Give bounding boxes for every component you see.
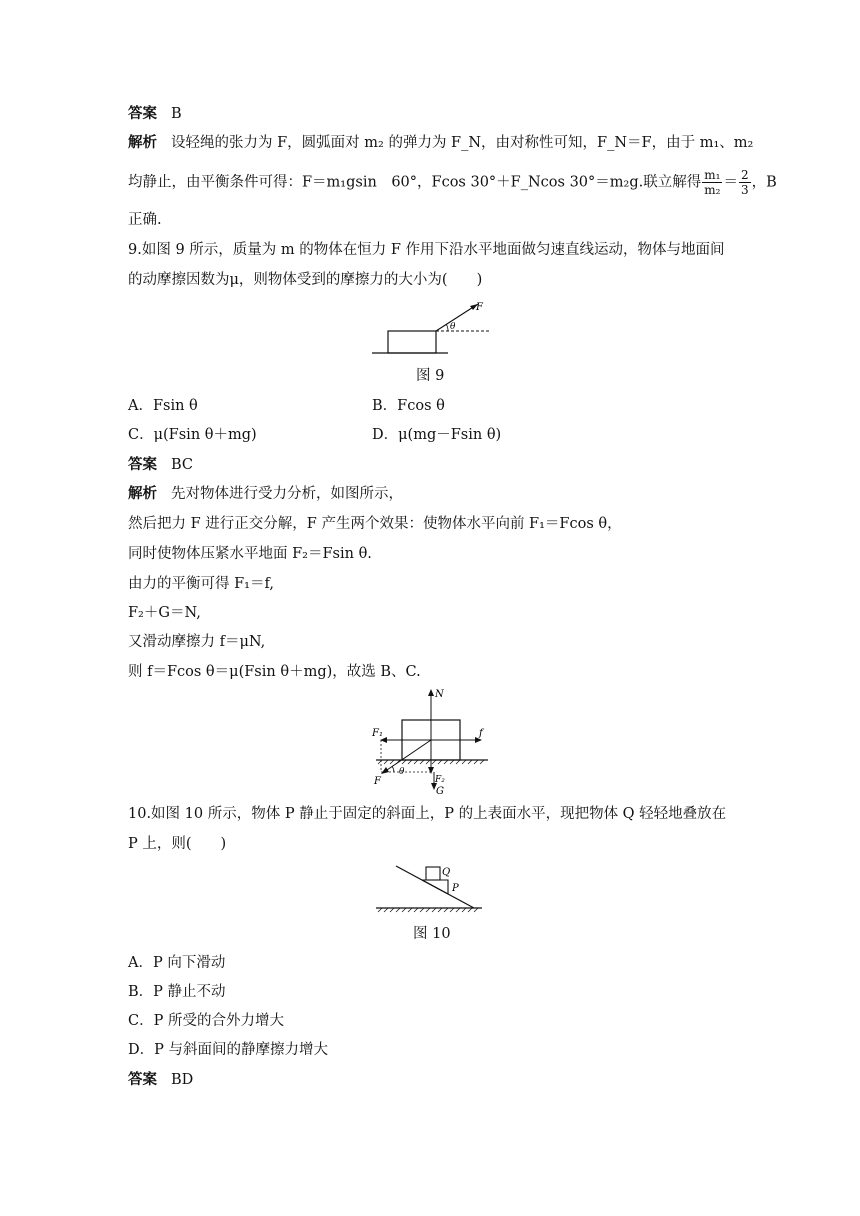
fraction-m1-m2 [702,168,722,197]
answer-value: BC [171,457,194,473]
q8-answer-line [128,104,182,124]
angle-arc [392,766,394,772]
q9-analysis-line-1 [128,484,403,504]
label-P: P [452,883,459,894]
answer-label: 答案 [128,1072,157,1088]
label-F: F [374,776,381,787]
label-F1: F₁ [372,728,383,739]
equals-sign: ＝ [723,174,738,191]
q9-analysis-line-7: 则 f＝Fcos θ＝μ(Fsin θ＋mg)，故选 B、C. [128,664,421,680]
analysis-text: 设轻绳的张力为 F，圆弧面对 m₂ 的弹力为 F_N，由对称性可知，F_N＝F，由于 m₁、m₂ [171,135,754,151]
option-A: A．Fsin θ [128,398,198,414]
q9-answer-line [128,455,193,475]
answer-value: BD [171,1072,194,1088]
option-A: A．P 向下滑动 [128,955,226,971]
fraction-numerator: m₁ [704,168,721,182]
label-N: N [435,689,444,700]
q9-analysis-line-4: 由力的平衡可得 F₁＝f, [128,576,274,592]
option-B: B．P 静止不动 [128,984,226,1000]
arrowhead-F [381,767,389,774]
figure-9-caption: 图 9 [416,368,445,384]
q9-stem-line-1: 9.如图 9 所示，质量为 m 的物体在恒力 F 作用下沿水平地面做匀速直线运动，物体与地面间 [128,242,725,258]
label-F2: F₂ [435,775,445,785]
label-G: G [436,786,444,797]
fraction-denominator: 3 [740,183,749,197]
option-B: B．Fcos θ [372,398,445,414]
fraction-numerator: 2 [740,168,749,182]
block-Q [426,867,440,880]
block-P [422,880,448,894]
arrowhead-F2 [428,767,434,774]
q10-stem-line-2: P 上，则( ) [128,836,227,852]
analysis-label: 解析 [128,135,157,151]
arrowhead-N [428,689,434,696]
label-Q: Q [442,867,451,878]
label-f: f [479,728,483,739]
q8-analysis-line-1 [128,133,753,153]
block [388,331,436,353]
q8-analysis-line-3: 正确. [128,212,162,228]
angle-arc [446,324,448,331]
figure-10 [370,860,490,916]
option-C: C．P 所受的合外力增大 [128,1013,284,1029]
answer-label: 答案 [128,457,157,473]
figure-10-caption: 图 10 [413,926,451,942]
q9-analysis-line-3: 同时使物体压紧水平地面 F₂＝Fsin θ. [128,546,372,562]
label-theta: θ [450,322,456,332]
q8-analysis-line-2 [128,168,777,197]
option-D: D．P 与斜面间的静摩擦力增大 [128,1042,328,1058]
analysis-text: 均静止，由平衡条件可得：F＝m₁gsin 60°，Fcos 30°＋F_Ncos 30°＝m₂g.联立解得 [128,174,702,191]
label-F: F [476,302,483,313]
option-C: C．μ(Fsin θ＋mg) [128,427,257,443]
answer-value: B [171,106,182,122]
answer-label: 答案 [128,106,157,122]
q9-analysis-line-2: 然后把力 F 进行正交分解，F 产生两个效果：使物体水平向前 F₁＝Fcos θ， [128,516,622,532]
force-diagram [366,686,496,798]
fraction-2-3 [739,168,751,197]
fraction-denominator: m₂ [704,183,721,197]
q9-analysis-line-6: 又滑动摩擦力 f＝μN, [128,634,266,650]
q10-stem-line-1: 10.如图 10 所示，物体 P 静止于固定的斜面上，P 的上表面水平，现把物体 Q 轻轻地叠放在 [128,806,727,822]
q9-analysis-line-5: F₂＋G＝N, [128,605,201,621]
force-F [384,740,431,772]
label-theta: θ [399,767,405,777]
analysis-text: 先对物体进行受力分析，如图所示， [171,486,403,502]
q9-stem-line-2: 的动摩擦因数为μ，则物体受到的摩擦力的大小为( ) [128,272,483,288]
figure-9 [366,296,496,358]
analysis-text: ，B [751,174,777,191]
option-D: D．μ(mg－Fsin θ) [372,427,502,443]
analysis-label: 解析 [128,486,157,502]
q10-answer-line [128,1070,193,1090]
